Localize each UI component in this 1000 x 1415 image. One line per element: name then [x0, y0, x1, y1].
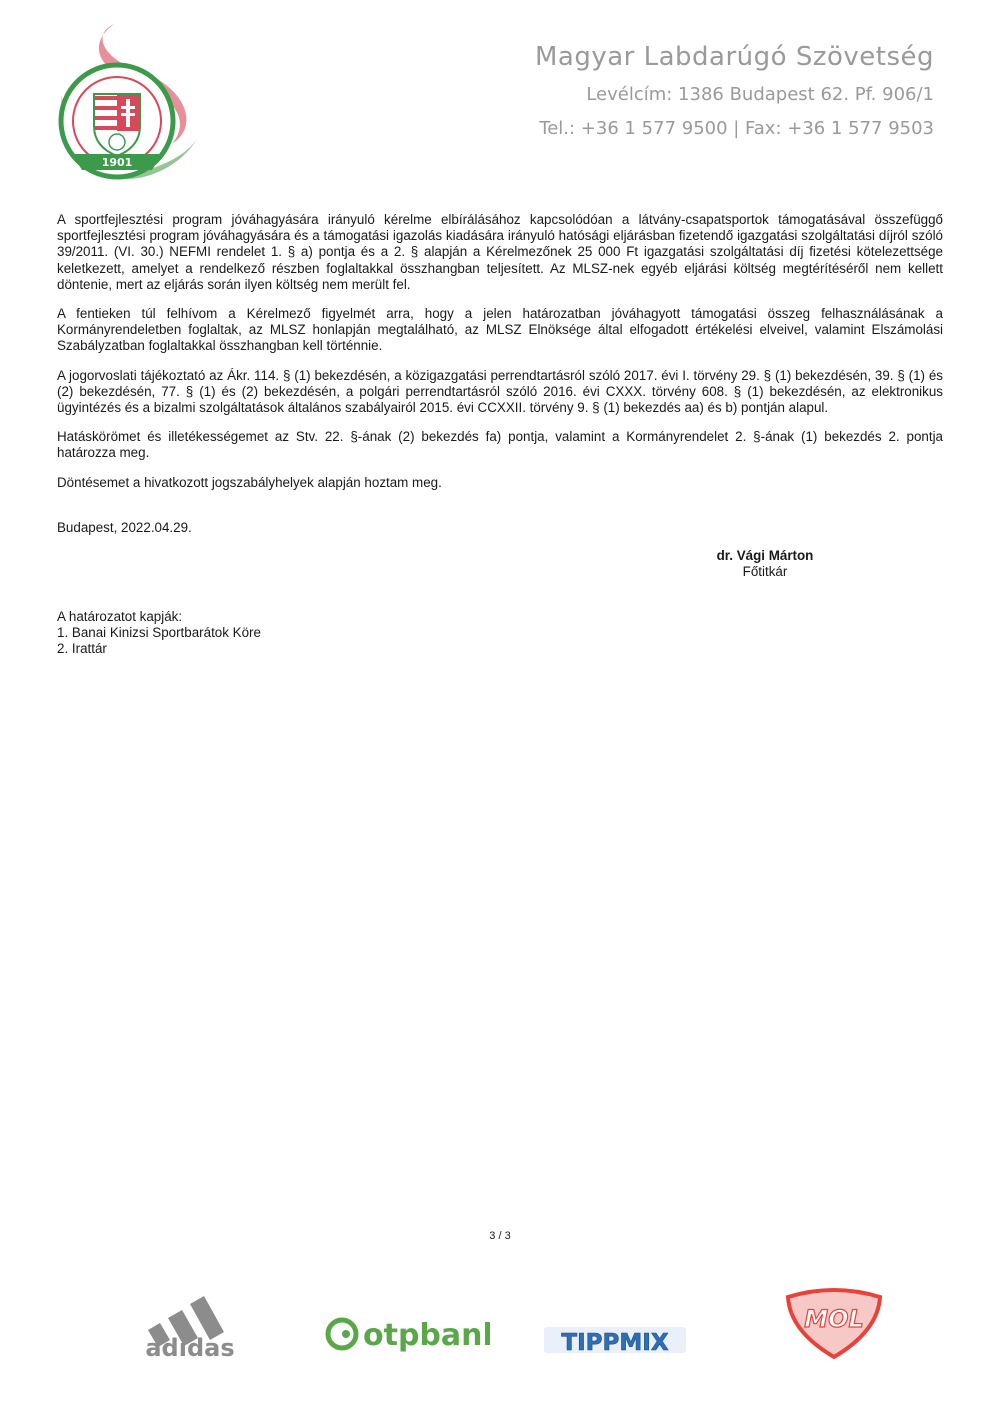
recipient-item: 1. Banai Kinizsi Sportbarátok Köre — [57, 625, 261, 641]
sponsor-name: MOL — [804, 1305, 864, 1333]
recipients — [57, 609, 261, 658]
paragraph-notice: A fentieken túl felhívom a Kérelmező figyelmét arra, hogy a jelen határozatban jóváhagyott támogatási összeg felhasználásának a Kormányrendeletben foglaltak, az MLSZ honlapján megtalálható, az MLSZ Elnöksége által elfogadott értékelési elveivel, valamint Elszámolási Szabályzatban foglaltakkal összhangban kell történnie. — [57, 306, 943, 354]
letterhead — [535, 44, 934, 138]
document-body — [57, 212, 943, 536]
postal-address: Levélcím: 1386 Budapest 62. Pf. 906/1 — [586, 84, 934, 105]
paragraph-jurisdiction: Hatáskörömet és illetékességemet az Stv. 22. §-ának (2) bekezdés fa) pontja, valamint a Kormányrendelet 2. §-ának (1) bekezdés 2. pontja határozza meg. — [57, 429, 943, 461]
mol-logo-icon — [782, 1287, 886, 1364]
sponsor-name: adidas — [145, 1334, 235, 1360]
tippmix-logo-icon — [543, 1323, 688, 1362]
sponsor-name: otpbank — [363, 1318, 490, 1353]
recipient-item: 2. Irattár — [57, 641, 107, 657]
sponsor-bar — [0, 1285, 1000, 1365]
mlsz-crest-icon — [52, 14, 202, 182]
recipients-heading: A határozatot kapják: — [57, 609, 183, 624]
place-date: Budapest, 2022.04.29. — [57, 519, 192, 535]
contact-line: Tel.: +36 1 577 9500 | Fax: +36 1 577 9503 — [539, 118, 934, 139]
adidas-logo-icon — [140, 1290, 240, 1365]
signatory-name: dr. Vági Márton — [716, 548, 814, 563]
sponsor-name: TIPPMIX — [561, 1330, 669, 1356]
signatory-title: Főtitkár — [742, 564, 788, 580]
paragraph-decision-basis: Döntésemet a hivatkozott jogszabályhelyek alapján hoztam meg. — [57, 474, 442, 490]
paragraph-legal-remedy: A jogorvoslati tájékoztató az Ákr. 114. § (1) bekezdésén, a közigazgatási perrendtartásról szóló 2017. évi I. törvény 29. § (1) bekezdésén, 39. § (1) és (2) bekezdésén, 77. § (1) és (2) bekezdésén, a polgári perrendtartásról szóló 2016. évi CXXX. törvény 608. § (1) bekezdésén, az elektronikus ügyintézés és a bizalmi szolgáltatások általános szabályairól 2015. évi CCXXII. törvény 9. § (1) bekezdés aa) és b) pontján alapul. — [57, 367, 943, 416]
paragraph-fee: A sportfejlesztési program jóváhagyására irányuló kérelme elbírálásához kapcsolódóan a látvány-csapatsportok támogatásával összefüggő sportfejlesztési program jóváhagyására és a támogatási igazolás kiadására irányuló hatósági eljárásban fizetendő igazgatási szolgáltatási díjról szóló 39/2011. (VI. 30.) NEFMI rendelet 1. § a) pontja és a 2. § alapján a Kérelmezőnek 25 000 Ft igazgatási szolgáltatási díj fizetési kötelezettsége keletkezett, amelyet a rendelkező részben foglaltakkal összhangban teljesített. Az MLSZ-nek egyéb eljárási költség megtérítéséről nem kellett döntenie, mert az eljárás során ilyen költség nem merült fel. — [57, 212, 943, 292]
signature-block — [700, 548, 830, 580]
page-number: 3 / 3 — [489, 1230, 511, 1242]
organization-name: Magyar Labdarúgó Szövetség — [534, 42, 934, 72]
logo-year: 1901 — [101, 156, 133, 169]
otpbank-logo-icon — [325, 1313, 490, 1362]
